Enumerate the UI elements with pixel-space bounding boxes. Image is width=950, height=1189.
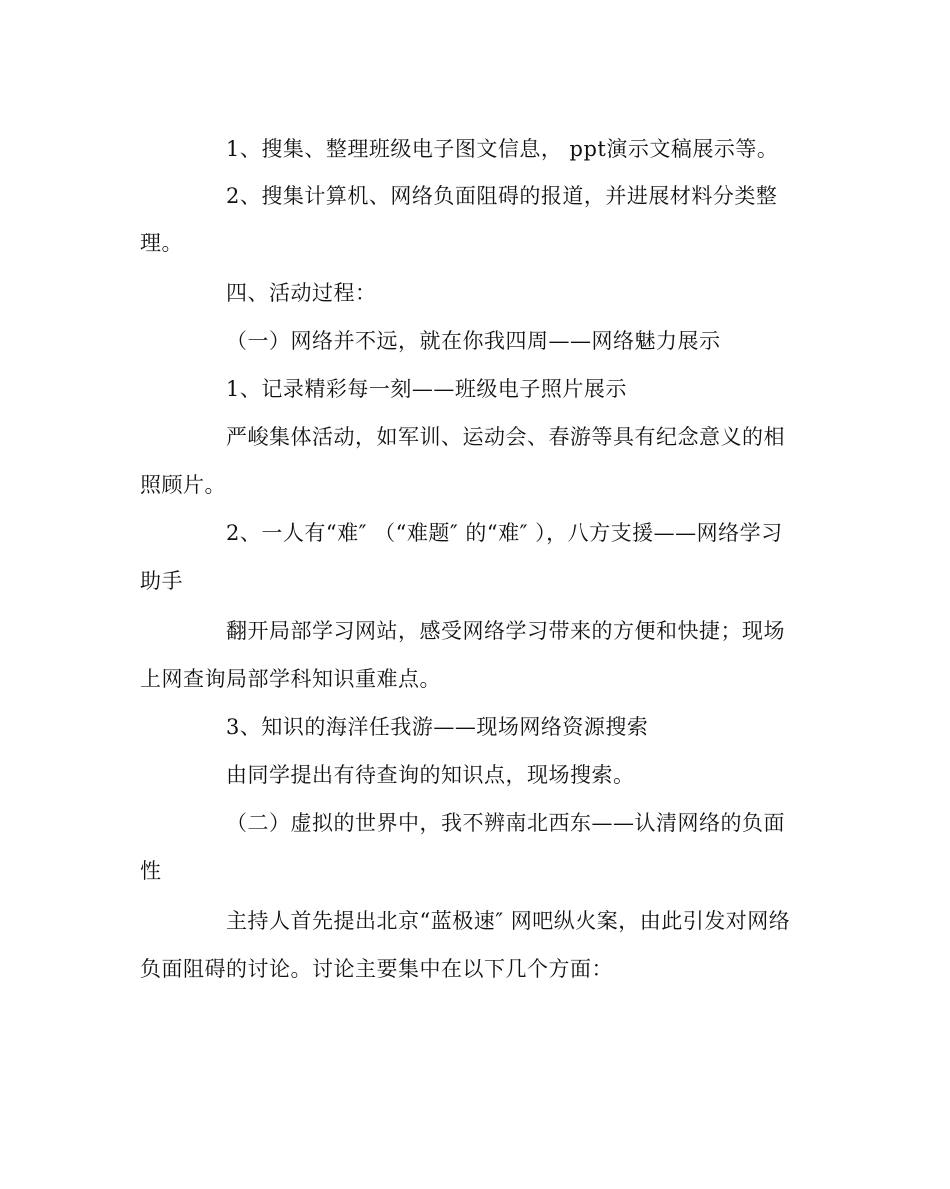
- text-line: 性: [140, 859, 162, 883]
- text-line: 四、活动过程：: [226, 281, 377, 305]
- text-line: 3、知识的海洋任我游——现场网络资源搜索: [226, 715, 649, 739]
- section-heading: （二）虚拟的世界中，我不辨南北西东——认清网络的负面: [226, 811, 785, 835]
- text-line: 1、记录精彩每一刻——班级电子照片展示: [226, 377, 627, 401]
- text-line: 1、搜集、整理班级电子图文信息， ppt演示文稿展示等。: [226, 137, 779, 161]
- text-line: 照顾片。: [140, 473, 226, 497]
- text-line: 负面阻碍的讨论。讨论主要集中在以下几个方面：: [140, 957, 613, 981]
- text-line: 助手: [140, 569, 183, 593]
- text-line: 主持人首先提出北京“蓝极速″ 网吧纵火案，由此引发对网络: [226, 909, 791, 933]
- text-line: 2、搜集计算机、网络负面阻碍的报道，并进展材料分类整: [226, 184, 778, 208]
- text-line: 2、一人有“难″ （“难题″ 的“难″ ），八方支援——网络学习: [226, 521, 783, 545]
- text-line: 严峻集体活动，如军训、运动会、春游等具有纪念意义的相: [226, 425, 785, 449]
- text-line: 理。: [140, 231, 183, 255]
- text-line: 翻开局部学习网站，感受网络学习带来的方便和快捷；现场: [226, 619, 785, 643]
- text-line: 上网查询局部学科知识重难点。: [140, 667, 441, 691]
- text-line: 由同学提出有待查询的知识点，现场搜索。: [226, 763, 635, 787]
- section-heading: （一）网络并不远，就在你我四周——网络魅力展示: [226, 329, 721, 353]
